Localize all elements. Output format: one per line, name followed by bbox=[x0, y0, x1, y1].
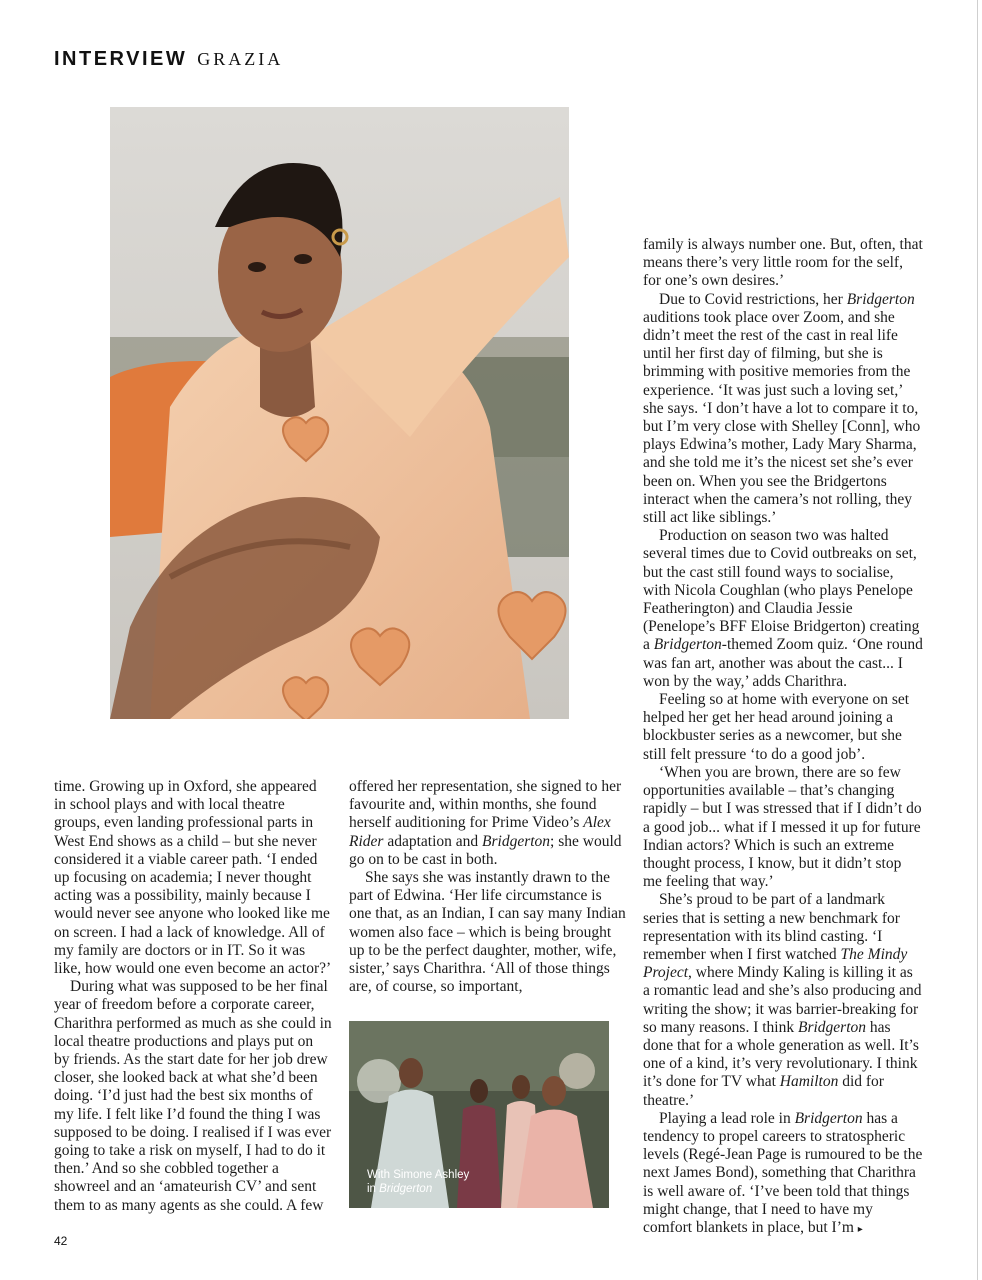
paragraph: ‘When you are brown, there are so few opportunities available – that’s changing rapidly – but I was stressed that if I didn’t do a good job... what if I messed it up for future Indian actors? Which is such an extreme thought process, I know, but it didn’t stop me feeling that way.’ bbox=[643, 763, 922, 891]
page-number: 42 bbox=[54, 1234, 68, 1248]
paragraph: Playing a lead role in Bridgerton has a tendency to propel careers to stratospheric levels (Regé-Jean Page is rumoured to be the next James Bond), something that Charithra is well aware of. ‘I’ve been told that things might change, that I need to have my comfort blankets in place, but I’m ▸ bbox=[643, 1109, 923, 1236]
continue-arrow-icon: ▸ bbox=[857, 1223, 863, 1235]
paragraph: time. Growing up in Oxford, she appeared in school plays and with local theatre groups, even landing professional parts in West End shows as a child – but she never considered it a viable career path. ‘I ended up focusing on academia; I never thought acting was a possibility, mainly because I would never see anyone who looked like me on screen. I had a lack of knowledge. All of my family are doctors or in IT. So it was like, how would one even become an actor?’ bbox=[54, 778, 332, 978]
article-column-3 bbox=[643, 236, 923, 1239]
paragraph: offered her representation, she signed to her favourite and, within months, she found herself auditioning for Prime Video’s Alex Rider adaptation and Bridgerton; she would go on to be cast in both. bbox=[349, 778, 622, 868]
section-label: INTERVIEW bbox=[54, 48, 188, 70]
paragraph: family is always number one. But, often, that means there’s very little room for the self, for one’s own desires.’ bbox=[643, 236, 923, 290]
article-column-1 bbox=[54, 778, 332, 1215]
photo-caption: With Simone Ashley in Bridgerton bbox=[367, 1169, 470, 1195]
paragraph: Feeling so at home with everyone on set helped her get her head around joining a blockbuster series as a newcomer, but she still felt pressure ‘to do a good job’. bbox=[643, 691, 910, 763]
magazine-name: GRAZIA bbox=[197, 49, 284, 69]
page-edge-rule bbox=[977, 0, 978, 1280]
paragraph: Production on season two was halted several times due to Covid outbreaks on set, but the cast still found ways to socialise, with Nicola Coughlan (who plays Penelope Featherington) and Claudia Jessie (Penelope’s BFF Eloise Bridgerton) creating a Bridgerton-themed Zoom quiz. ‘One round was fan art, another was about the cast... I won by the way,’ adds Charithra. bbox=[643, 527, 923, 690]
page-header bbox=[54, 48, 283, 78]
portrait-illustration bbox=[110, 107, 569, 719]
paragraph: Due to Covid restrictions, her Bridgerton auditions took place over Zoom, and she didn’t meet the rest of the cast in real life until her first day of filming, but she is brimming with positive memories from the experience. ‘It was just such a loving set,’ she says. ‘I don’t have a lot to compare it to, but I’m very close with Shelley [Conn], who plays Edwina’s mother, Lady Mary Sharma, and she told me it’s the nicest set she’s ever been on. When you see the Bridgertons interact when the camera’s not rolling, they still act like siblings.’ bbox=[643, 290, 921, 527]
article-column-2 bbox=[349, 778, 627, 996]
paragraph: During what was supposed to be her final year of freedom before a corporate career, Charithra performed as much as she could in local theatre productions and plays put on by friends. As the start date for her job drew closer, she looked back at what she’d been doing. ‘I’d just had the best six months of my life. I felt like I’d found the thing I was supposed to be doing. I realised if I was ever going to take a risk on myself, I had to do it then.’ And so she cobbled together a showreel and an ‘amateurish CV’ and sent them to as many agents as she could. A few bbox=[54, 978, 332, 1214]
paragraph: She’s proud to be part of a landmark series that is setting a new benchmark for representation with its blind casting. ‘I remember when I first watched The Mindy Project, where Mindy Kaling is killing it as a romantic lead and she’s also producing and writing the show; it was barrier-breaking for so many reasons. I think Bridgerton has done that for a whole generation as well. It’s one of a kind, it’s very revolutionary. I think it’s done for TV what Hamilton did for theatre.’ bbox=[643, 891, 922, 1109]
paragraph: She says she was instantly drawn to the part of Edwina. ‘Her life circumstance is one that, as an Indian, I can say many Indian women also face – which is being brought up to be the perfect daughter, mother, wife, sister,’ says Charithra. ‘All of those things are, of course, so important, bbox=[349, 869, 626, 996]
portrait-photo bbox=[110, 107, 569, 719]
